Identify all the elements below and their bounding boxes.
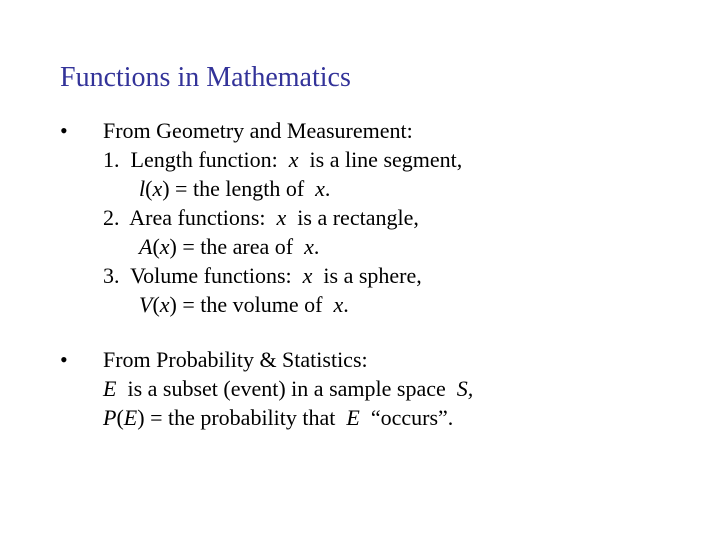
def-function: A: [139, 234, 153, 259]
def-end: .: [324, 176, 331, 201]
def-function: l: [139, 176, 146, 201]
geometry-item-3: [103, 261, 422, 290]
def-arg: x: [152, 176, 163, 201]
geometry-item-3-definition: V(x) = the volume of x.: [139, 292, 349, 317]
probability-line-2: P(E) = the probability that E “occurs”.: [103, 405, 454, 430]
probability-arg: E: [123, 405, 138, 430]
probability-line-2-text: = the probability that: [150, 405, 336, 430]
def-text: = the volume of: [182, 292, 323, 317]
item-rest: is a sphere,: [323, 263, 422, 288]
sample-space-var: S,: [456, 376, 474, 401]
def-var: x: [304, 234, 314, 259]
probability-line-1-text: is a subset (event) in a sample space: [127, 376, 446, 401]
item-text: Area functions:: [129, 205, 266, 230]
event-var-2: E: [346, 405, 360, 430]
slide-title: Functions in Mathematics: [60, 62, 351, 93]
geometry-item-2: [103, 203, 419, 232]
geometry-heading: From Geometry and Measurement:: [103, 118, 413, 143]
def-var: x: [315, 176, 325, 201]
def-text: = the length of: [175, 176, 305, 201]
bullet-icon: •: [60, 347, 68, 372]
geometry-item-1: [103, 145, 462, 174]
item-number: 3.: [103, 263, 120, 288]
item-text: Length function:: [130, 147, 278, 172]
probability-line-2-end: “occurs”.: [370, 405, 454, 430]
geometry-item-2-definition: A(x) = the area of x.: [139, 234, 320, 259]
def-text: = the area of: [182, 234, 294, 259]
probability-function: P: [103, 405, 117, 430]
def-end: .: [343, 292, 349, 317]
item-var: x: [302, 263, 313, 288]
item-var: x: [288, 147, 299, 172]
def-arg: x: [159, 292, 170, 317]
item-rest: is a line segment,: [309, 147, 463, 172]
def-var: x: [333, 292, 344, 317]
def-end: .: [313, 234, 320, 259]
item-var: x: [276, 205, 287, 230]
event-var: E: [103, 376, 117, 401]
def-arg: x: [159, 234, 170, 259]
item-rest: is a rectangle,: [297, 205, 419, 230]
item-number: 2.: [103, 205, 120, 230]
item-text: Volume functions:: [130, 263, 292, 288]
probability-heading: From Probability & Statistics:: [103, 347, 368, 372]
def-function: V: [139, 292, 153, 317]
geometry-item-1-definition: l(x) = the length of x.: [139, 176, 331, 201]
probability-line-1: [103, 374, 473, 403]
item-number: 1.: [103, 147, 120, 172]
bullet-icon: •: [60, 118, 68, 143]
